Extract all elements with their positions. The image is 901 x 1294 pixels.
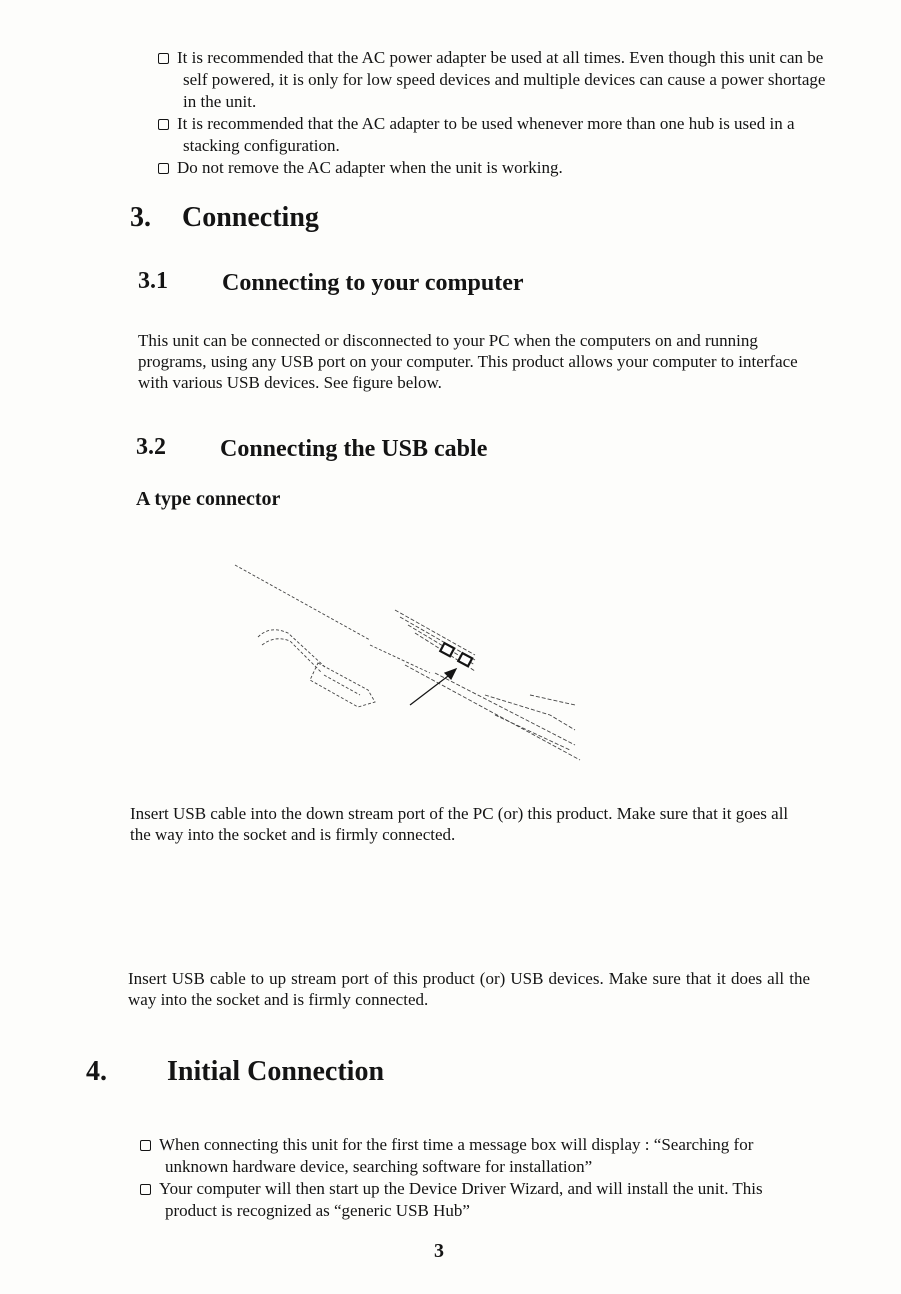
- page-number: 3: [434, 1240, 444, 1262]
- section-3-number: 3.: [130, 202, 151, 233]
- subsection-3-1-number: 3.1: [138, 268, 168, 294]
- checkbox-bullet-icon: [158, 119, 169, 130]
- section-4-number: 4.: [86, 1056, 107, 1087]
- subsection-3-2-title: Connecting the USB cable: [220, 436, 488, 462]
- bullet-item: [140, 1134, 812, 1178]
- subsection-3-1-title: Connecting to your computer: [222, 270, 524, 296]
- subsection-3-2-number: 3.2: [136, 434, 166, 460]
- connector-label: A type connector: [136, 488, 281, 510]
- insert-arrow-icon: [410, 669, 456, 705]
- checkbox-bullet-icon: [158, 163, 169, 174]
- top-bullet-list: [158, 47, 830, 179]
- usb-connection-figure: [230, 555, 600, 780]
- usb-cable-instruction-downstream: Insert USB cable into the down stream port of the PC (or) this product. Make sure that it goes all the way into the socket and is firmly connected.: [130, 804, 789, 844]
- section-3-title: Connecting: [182, 202, 319, 233]
- bullet-item: [158, 47, 830, 113]
- section-4-title: Initial Connection: [167, 1056, 385, 1087]
- bullet-text: When connecting this unit for the first time a message box will display : “Searching for unknown hardware device, searching software for installation”: [159, 1135, 754, 1176]
- subsection-3-1-text: This unit can be connected or disconnected to your PC when the computers on and running programs, using any USB port on your computer. This product allows your computer to interface with various USB devices. See figure below.: [138, 331, 798, 392]
- usb-hub-device-icon: [395, 610, 580, 760]
- bullet-text: It is recommended that the AC power adapter be used at all times. Even though this unit can be self powered, it is only for low speed devices and multiple devices can cause a power shortage in the unit.: [177, 48, 826, 111]
- bullet-text: Do not remove the AC adapter when the unit is working.: [177, 158, 563, 177]
- checkbox-bullet-icon: [140, 1140, 151, 1151]
- bullet-item: [158, 113, 830, 157]
- bullet-item: [158, 157, 830, 179]
- bullet-text: Your computer will then start up the Device Driver Wizard, and will install the unit. This product is recognized as “generic USB Hub”: [159, 1179, 763, 1220]
- bullet-item: [140, 1178, 812, 1222]
- section-4-bullet-list: [140, 1134, 812, 1222]
- checkbox-bullet-icon: [140, 1184, 151, 1195]
- bullet-text: It is recommended that the AC adapter to be used whenever more than one hub is used in a stacking configuration.: [177, 114, 795, 155]
- usb-cable-instruction-upstream: Insert USB cable to up stream port of this product (or) USB devices. Make sure that it does all the way into the socket and is firmly connected.: [128, 969, 810, 1009]
- usb-cable-icon: [235, 565, 430, 707]
- checkbox-bullet-icon: [158, 53, 169, 64]
- usb-port-icon: [440, 643, 472, 666]
